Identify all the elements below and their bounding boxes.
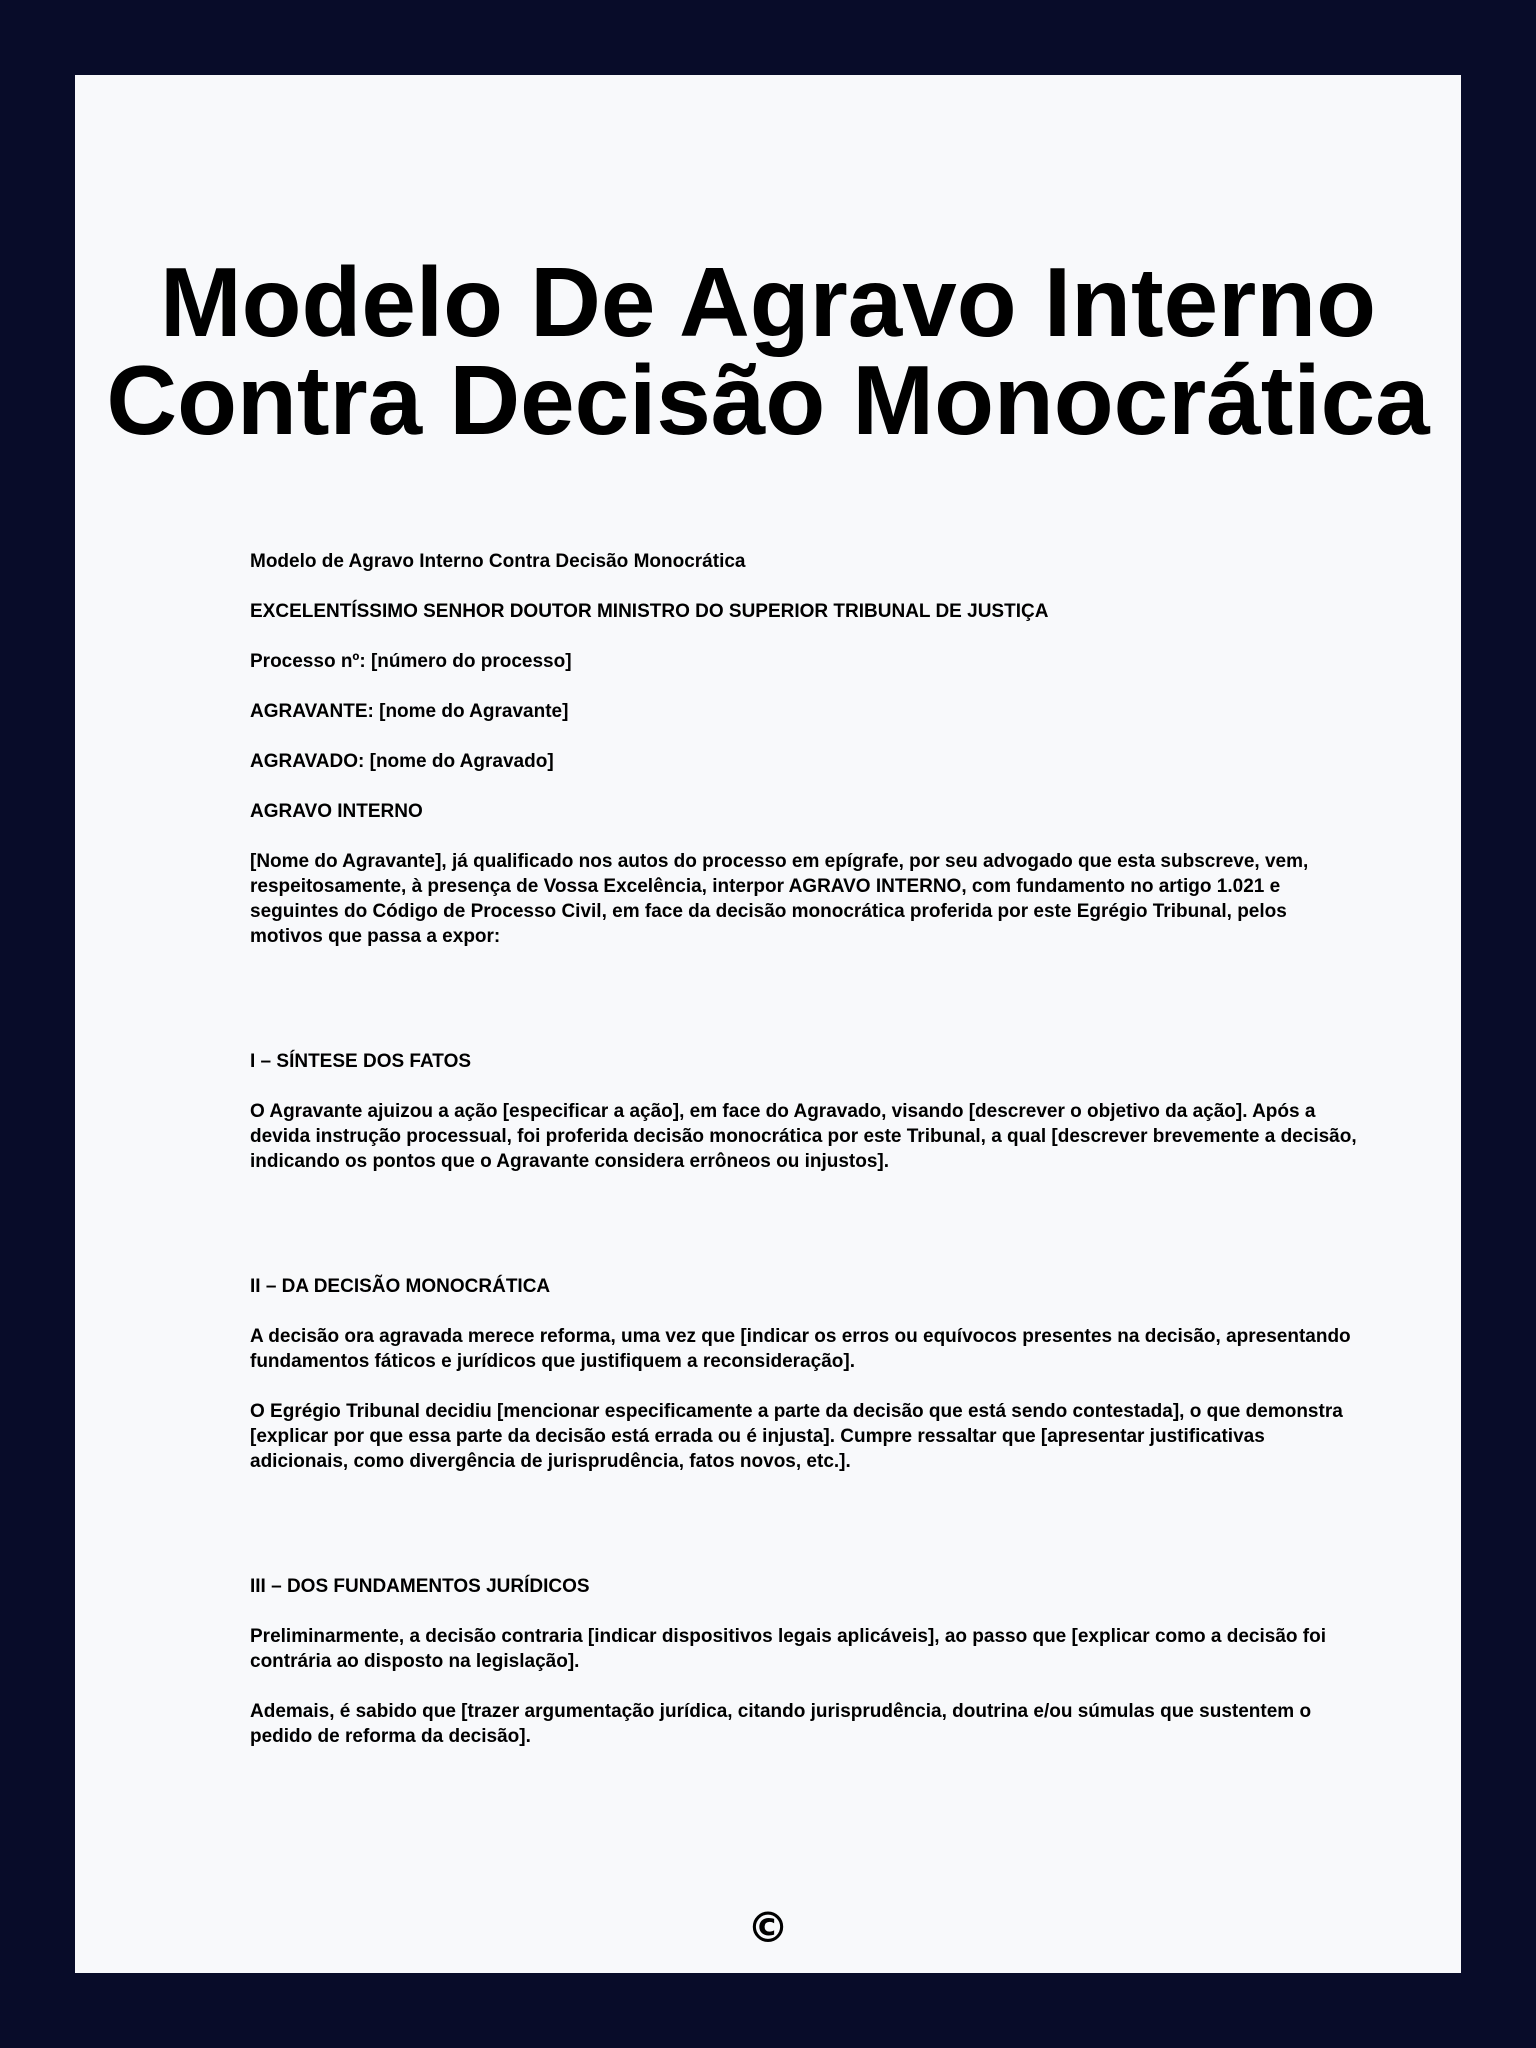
section-1-paragraph-1: O Agravante ajuizou a ação [especificar a ação], em face do Agravado, visando [descrever o objetivo da ação]. Após a devida instrução processual, foi proferida decisão monocrática por este Tribunal, a qual [descrever brevemente a decisão, indicando os pontos que o Agravante considera errôneos ou injustos]. xyxy=(250,1101,1357,1172)
document-title xyxy=(75,247,1461,455)
appellant: AGRAVANTE: [nome do Agravante] xyxy=(250,701,569,722)
section-2-title: II – DA DECISÃO MONOCRÁTICA xyxy=(250,1276,551,1297)
section-3-paragraph-2: Ademais, é sabido que [trazer argumentação jurídica, citando jurisprudência, doutrina e/ou súmulas que sustentem o pedido de reforma da decisão]. xyxy=(250,1701,1312,1747)
document-title-line-2: Contra Decisão Monocrática xyxy=(106,345,1430,455)
appellee: AGRAVADO: [nome do Agravado] xyxy=(250,751,554,772)
document-type: AGRAVO INTERNO xyxy=(250,801,423,822)
section-2-paragraph-1: A decisão ora agravada merece reforma, uma vez que [indicar os erros ou equívocos presentes na decisão, apresentando fundamentos fáticos e jurídicos que justifiquem a reconsideração]. xyxy=(250,1326,1351,1372)
section-3-title: III – DOS FUNDAMENTOS JURÍDICOS xyxy=(250,1576,590,1597)
section-spacer xyxy=(250,974,1360,1049)
document-page xyxy=(75,75,1461,1973)
section-2-paragraph-2: O Egrégio Tribunal decidiu [mencionar especificamente a parte da decisão que está sendo contestada], o que demonstra [explicar por que essa parte da decisão está errada ou é injusta]. Cumpre ressaltar que [apresentar justificativas adicionais, como divergência de jurisprudência, fatos novos, etc.]. xyxy=(250,1401,1343,1472)
document-body xyxy=(250,549,1360,1774)
intro-paragraph: [Nome do Agravante], já qualificado nos autos do processo em epígrafe, por seu advogado que esta subscreve, vem, respeitosamente, à presença de Vossa Excelência, interpor AGRAVO INTERNO, com fundamento no artigo 1.021 e seguintes do Código de Processo Civil, em face da decisão monocrática proferida por este Egrégio Tribunal, pelos motivos que passa a expor: xyxy=(250,851,1309,947)
section-spacer xyxy=(250,1499,1360,1574)
section-3-paragraph-1: Preliminarmente, a decisão contraria [indicar dispositivos legais aplicáveis], ao passo que [explicar como a decisão foi contrária ao disposto na legislação]. xyxy=(250,1626,1327,1672)
copyright-icon: © xyxy=(747,1903,789,1952)
section-spacer xyxy=(250,1199,1360,1274)
section-1-title: I – SÍNTESE DOS FATOS xyxy=(250,1051,472,1072)
document-title-line-1: Modelo De Agravo Interno xyxy=(159,247,1376,357)
addressee: EXCELENTÍSSIMO SENHOR DOUTOR MINISTRO DO SUPERIOR TRIBUNAL DE JUSTIÇA xyxy=(250,601,1049,622)
process-number: Processo nº: [número do processo] xyxy=(250,651,572,672)
document-heading: Modelo de Agravo Interno Contra Decisão Monocrática xyxy=(250,551,746,572)
